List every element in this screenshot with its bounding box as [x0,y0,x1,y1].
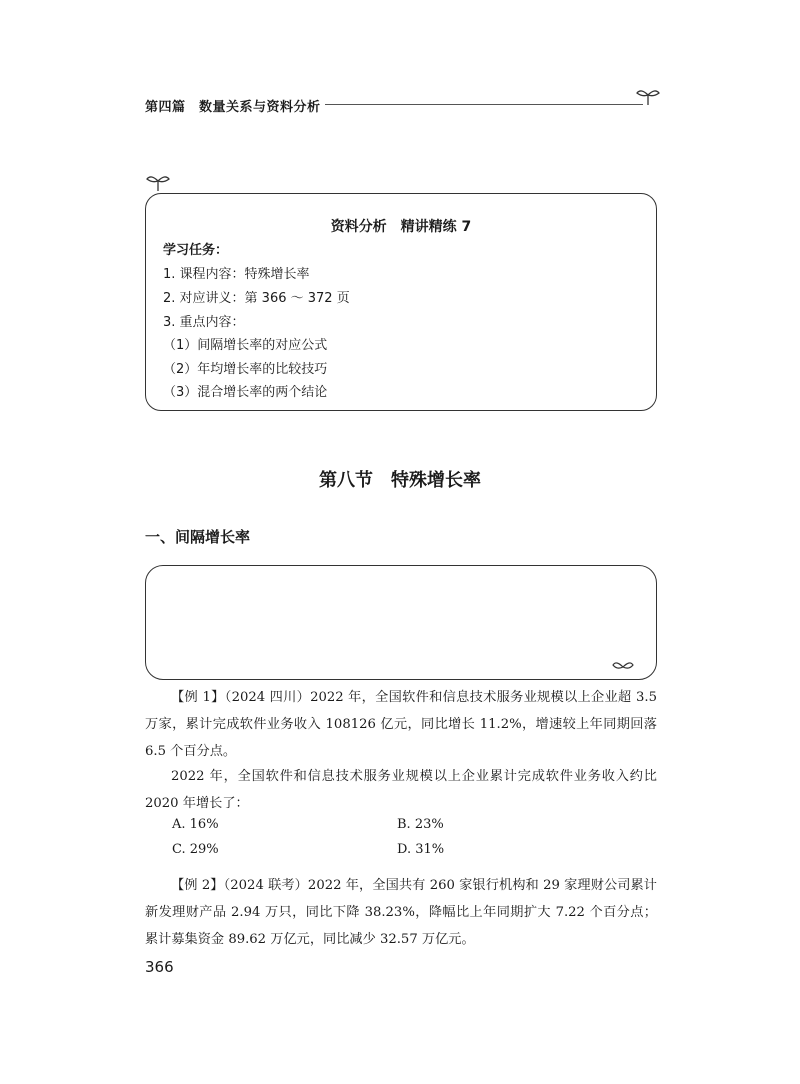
task-heading: 学习任务： [163,243,229,258]
sprout-icon [146,170,170,192]
option-c: C. 29% [172,842,219,857]
task-line: （1）间隔增长率的对应公式 [163,338,328,353]
example-label: 【例 1】 [171,690,225,705]
sprout-icon [612,660,634,674]
notes-box [145,565,657,680]
task-line: 3. 重点内容： [163,315,245,330]
example-1-text [145,684,657,765]
page-number: 366 [145,958,174,976]
section-title: 第八节 特殊增长率 [319,470,481,491]
example-1-question: 2022 年，全国软件和信息技术服务业规模以上企业累计完成软件业务收入约比 2020 年增长了： [145,769,657,811]
task-line: （3）混合增长率的两个结论 [163,385,328,400]
header-rule [325,104,643,105]
task-line: 1. 课程内容：特殊增长率 [163,267,310,282]
task-line: 2. 对应讲义：第 366 ～ 372 页 [163,291,350,306]
task-line: （2）年均增长率的比较技巧 [163,362,328,377]
chapter-header-title: 第四篇 数量关系与资料分析 [145,100,321,115]
option-a: A. 16% [172,817,219,832]
option-d: D. 31% [397,842,445,857]
sprout-icon [636,84,660,106]
option-b: B. 23% [397,817,444,832]
subsection-title: 一、间隔增长率 [145,528,251,546]
example-body: （2024 四川）2022 年，全国软件和信息技术服务业规模以上企业超 3.5 万家，累计完成软件业务收入 108126 亿元，同比增长 11.2%，增速较上年同期回落 6.5 个百分点。 [145,690,657,759]
example-body: （2024 联考）2022 年，全国共有 260 家银行机构和 29 家理财公司累计新发理财产品 2.94 万只，同比下降 38.23%，降幅比上年同期扩大 7.22 个百分点；累计募集资金 89.62 万亿元，同比减少 32.57 万亿元。 [145,878,657,947]
task-box-title: 资料分析 精讲精练 7 [330,219,472,235]
example-label: 【例 2】 [171,878,224,893]
example-2-text [145,872,657,953]
